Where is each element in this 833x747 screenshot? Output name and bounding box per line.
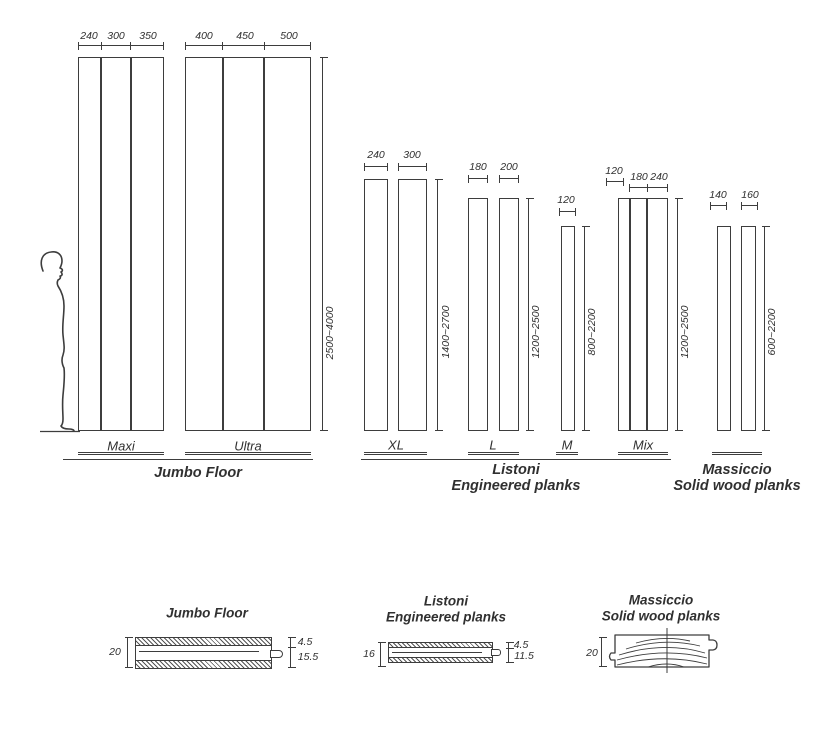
massiccio-length: 600~2200 xyxy=(765,308,778,356)
jumbo-title: Jumbo Floor xyxy=(154,464,242,481)
massiccio-subtitle: Solid wood planks xyxy=(673,477,801,494)
l-width-dim-line-2 xyxy=(499,178,519,179)
xl-length-dim-line xyxy=(437,179,438,431)
dim-tick xyxy=(582,430,590,431)
maxi-label: Maxi xyxy=(107,438,135,454)
jumbo-length: 2500~4000 xyxy=(323,306,336,360)
plank-divider xyxy=(222,58,224,430)
dim-tick xyxy=(222,42,223,50)
xl-width-dim-line-1 xyxy=(364,166,388,167)
mix-width-3: 240 xyxy=(650,170,668,183)
xl-label: XL xyxy=(388,437,404,453)
dim-tick xyxy=(288,667,296,668)
dim-tick xyxy=(288,637,296,638)
dim-tick xyxy=(667,184,668,192)
dim-tick xyxy=(320,57,328,58)
maxi-width-2: 300 xyxy=(107,29,125,42)
xl-plank-1 xyxy=(364,179,388,431)
xl-plank-2 xyxy=(398,179,427,431)
massiccio-width-dim-line-1 xyxy=(710,205,727,206)
dim-tick xyxy=(506,642,514,643)
plank-divider xyxy=(130,58,132,430)
plank-divider xyxy=(629,199,631,430)
m-width-1: 120 xyxy=(557,193,575,206)
m-plank xyxy=(561,226,575,431)
maxi-width-3: 350 xyxy=(139,29,157,42)
section-massiccio-thickness-dim xyxy=(601,637,602,667)
mix-width-1: 120 xyxy=(605,164,623,177)
dim-tick xyxy=(264,42,265,50)
dim-tick xyxy=(487,175,488,183)
ultra-width-2: 450 xyxy=(236,29,254,42)
dim-tick xyxy=(185,42,186,50)
section-massiccio-subtitle: Solid wood planks xyxy=(601,608,721,624)
massiccio-title: Massiccio xyxy=(702,461,772,478)
listoni-title: Listoni xyxy=(492,461,540,478)
dim-tick xyxy=(310,42,311,50)
dim-tick xyxy=(125,667,133,668)
mix-width-dim-line-1 xyxy=(606,181,624,182)
dim-tick xyxy=(378,666,386,667)
l-width-2: 200 xyxy=(500,160,518,173)
listoni-subtitle: Engineered planks xyxy=(451,477,581,494)
l-label: L xyxy=(489,437,497,453)
l-underline xyxy=(468,452,519,455)
m-width-dim-line xyxy=(559,211,576,212)
massiccio-plank-1 xyxy=(717,226,731,431)
listoni-group-line xyxy=(361,459,671,460)
dim-tick xyxy=(741,202,742,210)
section-jumbo-top-value: 4.5 xyxy=(297,635,313,648)
section-listoni-tongue xyxy=(491,649,501,656)
dim-tick xyxy=(426,163,427,171)
dim-tick xyxy=(101,42,102,50)
mix-underline xyxy=(618,452,668,455)
section-jumbo-tongue xyxy=(270,650,283,658)
massiccio-width-dim-line-2 xyxy=(741,205,758,206)
dim-tick xyxy=(288,647,296,648)
m-label: M xyxy=(561,437,573,453)
maxi-width-dim-line xyxy=(78,45,164,46)
maxi-underline xyxy=(78,452,164,455)
dim-tick xyxy=(757,202,758,210)
ultra-underline xyxy=(185,452,311,455)
dim-tick xyxy=(499,175,500,183)
dim-tick xyxy=(506,662,514,663)
dim-tick xyxy=(726,202,727,210)
dim-tick xyxy=(675,430,683,431)
ultra-label: Ultra xyxy=(234,438,262,454)
massiccio-plank-2 xyxy=(741,226,756,431)
section-jumbo-core xyxy=(135,645,272,661)
section-jumbo-core-value: 15.5 xyxy=(297,650,319,663)
section-massiccio-profile xyxy=(604,625,726,675)
dim-tick xyxy=(623,178,624,186)
dim-tick xyxy=(606,178,607,186)
section-jumbo-bottom-layer xyxy=(135,660,272,669)
m-length: 800~2200 xyxy=(585,308,598,356)
mix-width-dim-line-2 xyxy=(629,187,668,188)
xl-length: 1400~2700 xyxy=(439,305,452,359)
ultra-width-1: 400 xyxy=(195,29,213,42)
dim-tick xyxy=(125,637,133,638)
mix-length: 1200~2500 xyxy=(678,305,691,359)
dim-tick xyxy=(526,430,534,431)
section-listoni-thickness: 16 xyxy=(363,647,375,660)
dim-tick xyxy=(526,198,534,199)
massiccio-underline xyxy=(712,452,762,455)
section-listoni-layers-dim xyxy=(508,642,509,663)
dim-tick xyxy=(398,163,399,171)
xl-width-dim-line-2 xyxy=(398,166,427,167)
l-width-1: 180 xyxy=(469,160,487,173)
l-length: 1200~2500 xyxy=(529,305,542,359)
section-listoni-top-value: 4.5 xyxy=(513,638,529,651)
dim-tick xyxy=(468,175,469,183)
plank-divider xyxy=(646,199,648,430)
jumbo-length-dim-line xyxy=(322,57,323,431)
m-underline xyxy=(556,452,578,455)
dim-tick xyxy=(647,184,648,192)
section-jumbo-thickness: 20 xyxy=(109,645,121,658)
human-silhouette-icon xyxy=(34,249,82,434)
dim-tick xyxy=(435,179,443,180)
dim-tick xyxy=(762,226,770,227)
dim-tick xyxy=(582,226,590,227)
dim-tick xyxy=(710,202,711,210)
section-listoni-subtitle: Engineered planks xyxy=(385,609,507,625)
section-massiccio-thickness: 20 xyxy=(586,646,598,659)
dim-tick xyxy=(130,42,131,50)
l-width-dim-line-1 xyxy=(468,178,488,179)
jumbo-group-line xyxy=(63,459,313,460)
plank-divider xyxy=(100,58,102,430)
l-plank-1 xyxy=(468,198,488,431)
core-glue-line xyxy=(139,651,259,652)
xl-width-1: 240 xyxy=(367,148,385,161)
maxi-width-1: 240 xyxy=(80,29,98,42)
dim-tick xyxy=(575,208,576,216)
section-listoni-title: Listoni xyxy=(423,593,469,609)
mix-label: Mix xyxy=(632,437,654,453)
l-plank-2 xyxy=(499,198,519,431)
xl-width-2: 300 xyxy=(403,148,421,161)
dim-tick xyxy=(364,163,365,171)
ultra-width-3: 500 xyxy=(280,29,298,42)
dim-tick xyxy=(675,198,683,199)
dim-tick xyxy=(163,42,164,50)
mix-width-2: 180 xyxy=(630,170,648,183)
dim-tick xyxy=(378,642,386,643)
massiccio-width-2: 160 xyxy=(741,188,759,201)
plank-divider xyxy=(263,58,265,430)
dim-tick xyxy=(320,430,328,431)
dim-tick xyxy=(435,430,443,431)
mix-planks xyxy=(618,198,668,431)
ultra-width-dim-line xyxy=(185,45,311,46)
section-jumbo-layers-dim xyxy=(290,637,291,668)
ultra-planks xyxy=(185,57,311,431)
section-massiccio-title: Massiccio xyxy=(628,592,694,608)
dim-tick xyxy=(387,163,388,171)
dim-tick xyxy=(78,42,79,50)
dim-tick xyxy=(629,184,630,192)
section-listoni-thickness-dim xyxy=(380,642,381,667)
core-glue-line xyxy=(392,652,482,653)
dim-tick xyxy=(762,430,770,431)
maxi-planks xyxy=(78,57,164,431)
section-jumbo-title: Jumbo Floor xyxy=(166,605,248,621)
section-listoni-core-value: 11.5 xyxy=(514,649,534,662)
massiccio-width-1: 140 xyxy=(709,188,727,201)
dim-tick xyxy=(518,175,519,183)
dim-tick xyxy=(559,208,560,216)
dim-tick xyxy=(506,648,514,649)
section-listoni-bottom-layer xyxy=(388,657,493,663)
xl-underline xyxy=(364,452,427,455)
section-jumbo-thickness-dim xyxy=(127,637,128,668)
